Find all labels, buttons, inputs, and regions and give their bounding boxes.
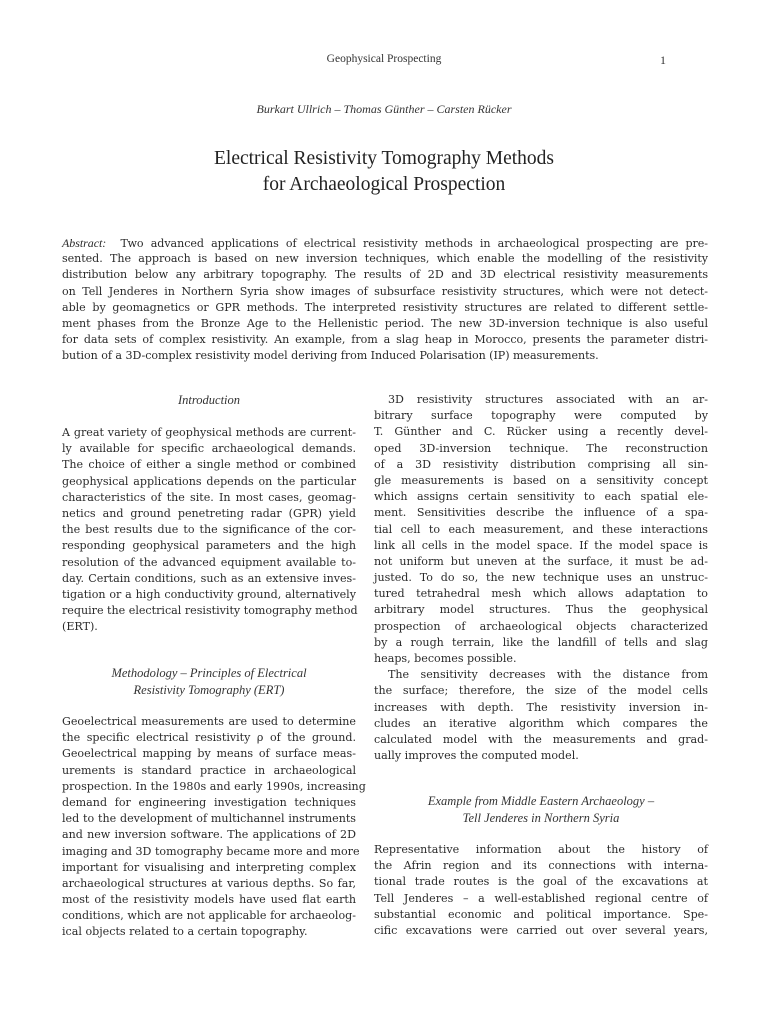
text-line: calculated model with the measurements and grad- [374,732,708,746]
methodology-paragraph [62,714,366,941]
text-line: characteristics of the site. In most cases, geomag- [62,490,356,504]
text-line: imaging and 3D tomography became more and more [62,844,360,858]
text-line: The sensitivity decreases with the distance from [388,668,708,682]
introduction-paragraph [62,425,356,635]
text-line: tigation or a high conductivity ground, alternatively [62,587,356,601]
text-line: link all cells in the model space. If the model space is [374,538,708,552]
text-line: tured tetrahedral mesh which allows adaptation to [374,587,708,601]
text-line: geophysical applications depends on the particular [62,474,356,488]
text-line: led to the development of multichannel instruments [62,812,356,826]
text-line: ical objects related to a certain topography. [62,925,308,939]
text-line: arbitrary model structures. Thus the geophysical [374,603,708,617]
abstract [62,235,708,365]
text-line: oped 3D-inversion technique. The reconstruction [374,441,708,455]
text-line: conditions, which are not applicable for archaeolog- [62,909,356,923]
text-line: prospection of archaeological objects characterized [374,619,708,633]
text-line: not uniform but uneven at the surface, it must be ad- [374,554,708,568]
text-line: heaps, becomes possible. [374,652,517,665]
text-line: ually improves the computed model. [374,749,579,763]
title-line-1: Electrical Resistivity Tomography Methods [213,148,554,169]
text-line: bitrary surface topography were computed by [374,409,708,423]
text-line: tial cell to each measurement, and these interactions [374,522,708,536]
abstract-line: bution of a 3D-complex resistivity model deriving from Induced Polarisation (IP) measurements. [62,349,599,363]
text-line: demand for engineering investigation techniques [62,795,356,809]
text-line: justed. To do so, the new technique uses an unstruc- [374,571,708,585]
text-line: resolution of the advanced equipment available to- [62,555,356,569]
text-line: ly available for specific archaeological demands. [62,442,356,456]
page-number: 1 [660,53,666,67]
text-line: gle measurements is based on a sensitivity concept [374,473,708,487]
text-line: Geoelectrical measurements are used to determine [62,715,356,728]
text-line: prospection. In the 1980s and early 1990s, increasing [62,779,366,793]
text-line: cific excavations were carried out over several years, [374,923,708,937]
abstract-line: able by geomagnetics or GPR methods. The interpreted resistivity structures are related to different settle- [62,300,708,314]
text-line: of a 3D resistivity distribution comprising all sin- [374,457,708,471]
text-line: archaeological structures at various depths. So far, [62,876,356,890]
text-line: responding geophysical parameters and the high [62,539,356,553]
abstract-line: ment phases from the Bronze Age to the Hellenistic period. The new 3D-inversion technique is also useful [62,316,708,330]
abstract-line: sented. The approach is based on new inversion techniques, which enable the modelling of the resistivity [62,252,708,266]
text-line: which assigns certain sensitivity to each spatial ele- [374,490,708,504]
paragraph-3d-resistivity [374,392,708,764]
text-line: Tell Jenderes – a well-established regional centre of [374,891,708,905]
heading-line-1: Methodology – Principles of Electrical [111,666,307,680]
text-line: substantial economic and political importance. Spe- [374,907,708,921]
example-paragraph [374,842,708,939]
text-line: important for visualising and interpreting complex [62,860,356,874]
text-line: and new inversion software. The applications of 2D [62,828,356,842]
text-line: (ERT). [62,620,98,634]
authors: Burkart Ullrich – Thomas Günther – Carsten Rücker [256,102,512,116]
paper-title [0,146,768,198]
text-line: netics and ground penetreting radar (GPR) yield [62,506,356,520]
section-heading-methodology [62,665,356,699]
text-line: the Afrin region and its connections with interna- [374,859,708,873]
text-line: Representative information about the history of [374,843,708,856]
abstract-label: Abstract: [62,236,107,250]
text-line: by a rough terrain, like the landfill of tells and slag [374,635,708,649]
text-line: ment. Sensitivities describe the influence of a spa- [374,506,708,520]
text-line: the surface; therefore, the size of the model cells [374,684,708,698]
section-heading-example [374,793,708,827]
abstract-line: distribution below any arbitrary topography. The results of 2D and 3D electrical resistivity measurements [62,268,708,282]
text-line: T. Günther and C. Rücker using a recently devel- [374,425,708,439]
text-line: The choice of either a single method or combined [62,458,356,472]
text-line: 3D resistivity structures associated with an ar- [388,393,708,406]
text-line: day. Certain conditions, such as an extensive inves- [62,571,356,585]
abstract-line: Abstract: Two advanced applications of electrical resistivity methods in archaeological prospecting are pre- [62,236,709,250]
text-line: A great variety of geophysical methods are current- [62,426,356,439]
title-line-2: for Archaeological Prospection [262,174,506,195]
text-line: increases with depth. The resistivity inversion in- [374,700,708,714]
text-line: cludes an iterative algorithm which compares the [374,716,708,730]
text-line: require the electrical resistivity tomography method [62,604,358,618]
heading-line-1: Example from Middle Eastern Archaeology – [427,794,655,808]
text-line: the best results due to the significance of the cor- [62,523,356,537]
abstract-line: for data sets of complex resistivity. An example, from a slag heap in Morocco, presents the parameter distri- [62,333,708,347]
abstract-line: on Tell Jenderes in Northern Syria show images of subsurface resistivity structures, which were not detect- [62,284,708,298]
text-line: Geoelectrical mapping by means of surface meas- [62,747,356,761]
text-line: urements is standard practice in archaeological [62,763,356,777]
text-line: the specific electrical resistivity ρ of the ground. [62,731,356,745]
running-header-journal: Geophysical Prospecting [326,53,442,65]
text-line: most of the resistivity models have used flat earth [62,893,356,907]
text-line: tional trade routes is the goal of the excavations at [374,875,708,889]
heading-line-2: Resistivity Tomography (ERT) [133,683,285,697]
heading-line-2: Tell Jenderes in Northern Syria [462,811,620,825]
section-heading-introduction: Introduction [177,393,241,407]
